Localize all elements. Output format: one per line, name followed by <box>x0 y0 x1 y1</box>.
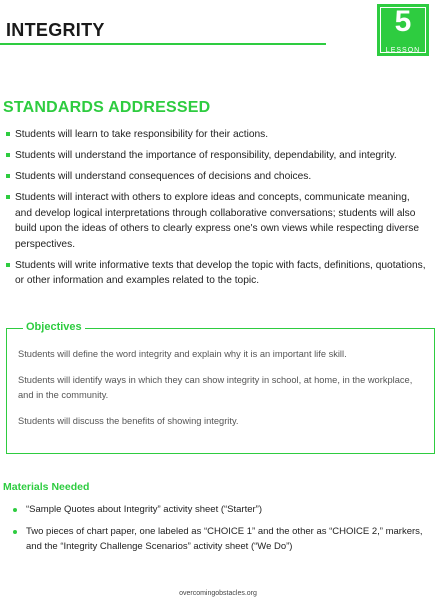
round-bullet-icon <box>13 508 17 512</box>
objectives-box <box>6 321 435 454</box>
standard-text: Students will understand the importance of responsibility, dependability, and integrity. <box>15 150 397 161</box>
standard-item <box>6 127 428 143</box>
materials-list <box>13 502 431 561</box>
round-bullet-icon <box>13 530 17 534</box>
square-bullet-icon <box>6 174 10 178</box>
materials-heading: Materials Needed <box>3 481 90 493</box>
standard-text: Students will interact with others to explore ideas and concepts, communicate meaning, and develop logical interpretations through collaborative conversations; students will also build upon the ideas of others to clearly express one's own views while respecting diverse perspectives. <box>15 192 420 250</box>
standard-item <box>6 258 428 289</box>
standards-list <box>6 127 428 294</box>
standard-text: Students will write informative texts that develop the topic with facts, definitions, quotations, or other information and examples related to the topic. <box>15 259 426 286</box>
standard-text: Students will learn to take responsibility for their actions. <box>15 129 269 140</box>
square-bullet-icon <box>6 195 10 199</box>
square-bullet-icon <box>6 263 10 267</box>
standard-text: Students will understand consequences of decisions and choices. <box>15 171 312 182</box>
square-bullet-icon <box>6 153 10 157</box>
objective-item: Students will identify ways in which they can show integrity in school, at home, in the workplace, and in the community. <box>18 375 413 400</box>
footer-url[interactable]: overcomingobstacles.org <box>179 590 257 597</box>
material-text: Two pieces of chart paper, one labeled as “CHOICE 1” and the other as “CHOICE 2,” markers, and the “Integrity Challenge Scenarios” activity sheet (“We Do”) <box>26 525 423 552</box>
objectives-label: Objectives <box>23 321 85 333</box>
page-title: INTEGRITY <box>6 20 105 40</box>
lesson-label: LESSON <box>385 47 421 54</box>
standard-item <box>6 190 428 252</box>
material-item <box>13 502 431 518</box>
lesson-badge <box>377 4 429 56</box>
material-item <box>13 524 431 555</box>
title-divider <box>0 43 326 45</box>
standard-item <box>6 148 428 164</box>
objective-item: Students will discuss the benefits of showing integrity. <box>18 416 239 426</box>
square-bullet-icon <box>6 132 10 136</box>
standard-item <box>6 169 428 185</box>
objective-item: Students will define the word integrity and explain why it is an important life skill. <box>18 349 347 359</box>
material-text: “Sample Quotes about Integrity” activity sheet (“Starter”) <box>26 504 263 515</box>
standards-heading: STANDARDS ADDRESSED <box>3 99 211 116</box>
lesson-number: 5 <box>394 5 412 38</box>
